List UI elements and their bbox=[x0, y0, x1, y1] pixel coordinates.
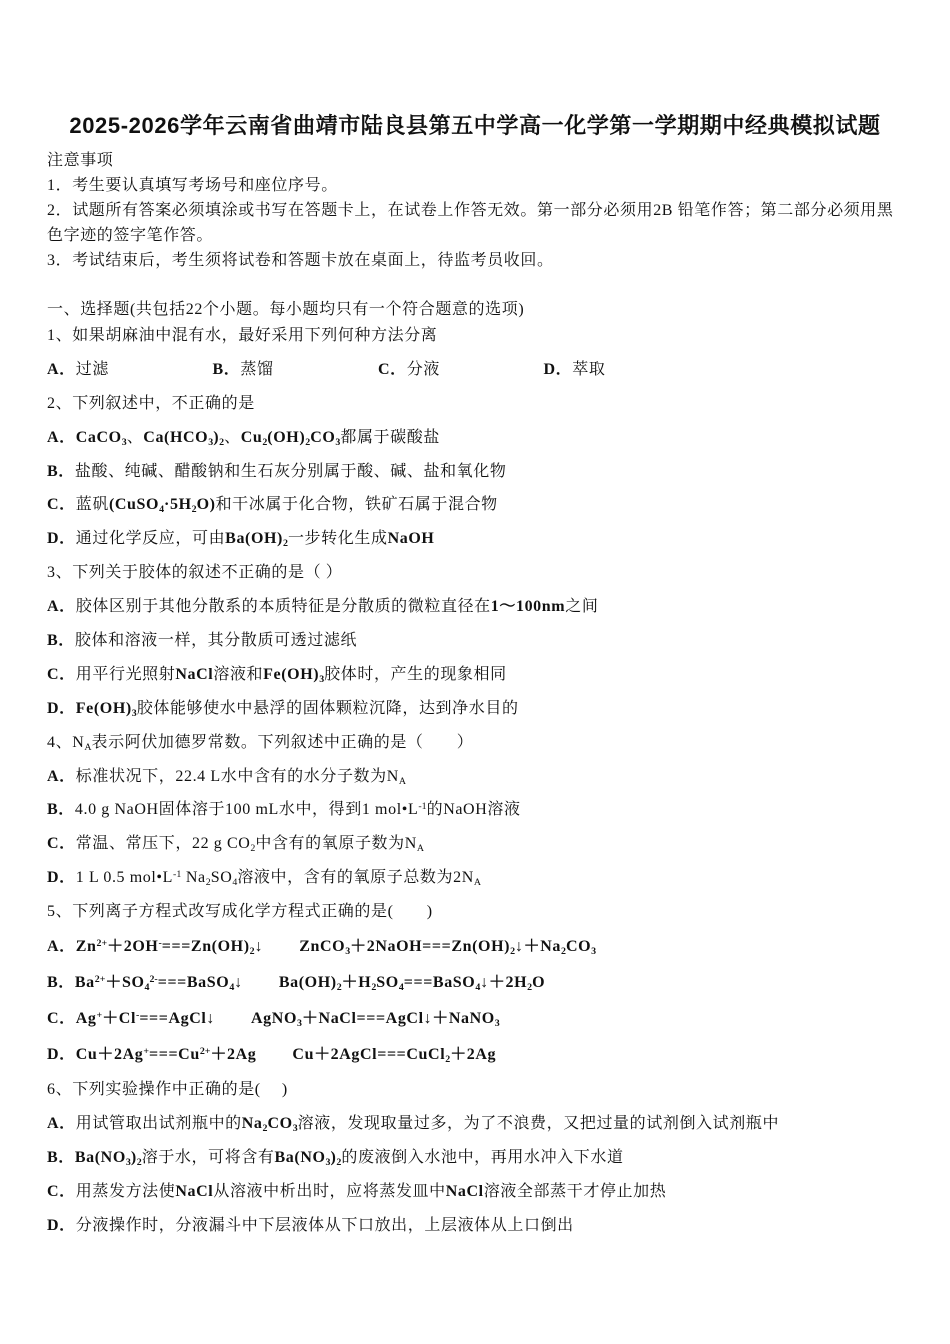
subscript: 3 bbox=[208, 436, 214, 448]
option-a bbox=[47, 760, 903, 794]
chemical-formula: NaCl bbox=[175, 1182, 214, 1200]
ionic-equation bbox=[75, 974, 243, 991]
subscript: 3 bbox=[125, 1156, 131, 1168]
chemical-formula: $Cu+2Ag^+===Cu^{2+}+2Ag$ bbox=[75, 1045, 257, 1064]
option-text: 标准状况下，22.4 L水中含有的水分子数为$N_A$ bbox=[75, 767, 407, 787]
option-d bbox=[47, 522, 903, 556]
notice-block bbox=[47, 148, 903, 273]
option-a bbox=[47, 1107, 903, 1141]
option-label: B． bbox=[47, 1148, 75, 1166]
chemical-formula: Ag+＋Cl-===AgCl↓ bbox=[75, 1009, 216, 1028]
question-stem: 3、下列关于胶体的叙述不正确的是（ ） bbox=[47, 564, 343, 582]
option-text: 胶体区别于其他分散系的本质特征是分散质的微粒直径在1～100nm之间 bbox=[75, 598, 599, 616]
section-heading: 一、选择题(共包括22个小题。每小题均只有一个符合题意的选项) bbox=[47, 301, 525, 318]
subscript: 3 bbox=[292, 1122, 298, 1134]
option-text: 1 L 0.5 $mol•L^{-1}$ $Na_2SO_4$溶液中，含有的氧原子总数为$2N_A$ bbox=[75, 868, 482, 889]
option-text: 4.0 g NaOH固体溶于100 mL水中，得到1 $mol•L^{-1}$的NaOH溶液 bbox=[74, 801, 521, 819]
option-label: C． bbox=[378, 360, 407, 378]
option-text: $Fe(OH)_3$胶体能够使水中悬浮的固体颗粒沉降，达到净水目的 bbox=[75, 699, 519, 719]
chemical-formula: $Ba(OH)_2+H_2SO_4===BaSO_4↓+2H_2O$ bbox=[278, 974, 546, 993]
chemical-formula: $Ba(NO_3)_2$ bbox=[274, 1148, 342, 1168]
option-c bbox=[47, 488, 903, 522]
option-label: B． bbox=[47, 462, 75, 480]
subscript: 2 bbox=[527, 982, 533, 993]
question-stem: 6、下列实验操作中正确的是( ) bbox=[47, 1081, 288, 1099]
option-b bbox=[47, 624, 903, 658]
option-d bbox=[47, 692, 903, 726]
ionic-equation bbox=[76, 1046, 257, 1063]
option-b bbox=[47, 965, 903, 1001]
subscript: 3 bbox=[131, 707, 137, 719]
subscript: 2 bbox=[445, 1054, 451, 1065]
subscript: 2 bbox=[336, 1156, 342, 1168]
superscript: -1 bbox=[173, 868, 182, 880]
superscript: - bbox=[136, 1009, 140, 1021]
subscript: 2 bbox=[219, 436, 225, 448]
option-a bbox=[47, 929, 903, 965]
subscript: 2 bbox=[305, 436, 311, 448]
option-label: B． bbox=[212, 360, 241, 378]
subscript: 3 bbox=[591, 946, 597, 957]
notice-line: 3．考试结束后，考生须将试卷和答题卡放在桌面上，待监考员收回。 bbox=[47, 252, 554, 269]
option-label: C． bbox=[47, 496, 76, 514]
page-title: 2025-2026学年云南省曲靖市陆良县第五中学高一化学第一学期期中经典模拟试题 bbox=[69, 113, 881, 138]
question-stem: 2、下列叙述中，不正确的是 bbox=[47, 394, 255, 412]
subscript: 3 bbox=[325, 1156, 331, 1168]
option-label: D． bbox=[543, 360, 573, 378]
subscript: 3 bbox=[297, 1018, 302, 1029]
chemical-formula: $Fe(OH)_3$ bbox=[263, 665, 325, 685]
chemical-formula: $(CuSO_4\cdot 5H_2O)$ bbox=[108, 496, 216, 516]
subscript: 2 bbox=[336, 982, 342, 993]
option-text: 过滤 bbox=[75, 360, 109, 378]
option-label: D． bbox=[47, 699, 76, 717]
question-2 bbox=[47, 387, 903, 556]
option-label: A． bbox=[47, 938, 76, 956]
superscript: -1 bbox=[418, 801, 427, 813]
subscript: 2 bbox=[510, 946, 516, 957]
option-text: 萃取 bbox=[572, 360, 606, 378]
subscript: 4 bbox=[232, 877, 238, 889]
chemical-formula: $Ba(OH)_2$ bbox=[225, 530, 288, 550]
option-text: 分液 bbox=[406, 360, 440, 378]
subscript: 4 bbox=[475, 982, 481, 993]
option-text: 胶体和溶液一样，其分散质可透过滤纸 bbox=[74, 632, 358, 650]
option-text: 分液操作时，分液漏斗中下层液体从下口放出，上层液体从上口倒出 bbox=[75, 1216, 574, 1234]
option-b bbox=[47, 1141, 903, 1175]
notice-line: 色字迹的签字笔作答。 bbox=[47, 227, 214, 244]
option-label: B． bbox=[47, 632, 75, 650]
question-stem: 4、$N_A$表示阿伏加德罗常数。下列叙述中正确的是（ ） bbox=[47, 733, 474, 753]
subscript: 3 bbox=[121, 436, 127, 448]
chemical-formula: $Na_2CO_3$ bbox=[241, 1114, 298, 1134]
option-d bbox=[544, 353, 710, 387]
subscript: 2 bbox=[560, 946, 566, 957]
option-b bbox=[47, 793, 903, 827]
option-a bbox=[47, 590, 903, 624]
chemical-formula: $Fe(OH)_3$ bbox=[75, 699, 137, 719]
question-4 bbox=[47, 726, 903, 895]
superscript: 2- bbox=[149, 973, 158, 985]
option-text: 蒸馏 bbox=[240, 360, 274, 378]
question-stem: 5、下列离子方程式改写成化学方程式正确的是( ) bbox=[47, 903, 433, 921]
ionic-equation bbox=[76, 1010, 215, 1027]
chemical-formula: $Ca(HCO_3)_2$ bbox=[143, 428, 225, 448]
option-text: 常温、常压下，22 g $CO_2$中含有的氧原子数为$N_A$ bbox=[75, 835, 425, 855]
subscript: 2 bbox=[249, 946, 255, 957]
subscript: A bbox=[416, 843, 425, 855]
subscript: 4 bbox=[159, 504, 165, 516]
subscript: 2 bbox=[371, 982, 377, 993]
option-label: A． bbox=[47, 360, 76, 378]
superscript: 2+ bbox=[94, 973, 106, 985]
chemical-formula: Cu＋2AgCl===CuCl$_2$＋2Ag bbox=[292, 1046, 497, 1065]
notice-line: 1．考生要认真填写考场号和座位序号。 bbox=[47, 177, 338, 194]
notice-heading: 注意事项 bbox=[47, 152, 114, 169]
option-label: D． bbox=[47, 869, 76, 887]
option-label: A． bbox=[47, 598, 76, 616]
option-text: CaCO$_3$、$Ca(HCO_3)_2$、$Cu_2(OH)_2CO_3$都属于碳酸盐 bbox=[75, 428, 440, 448]
option-d bbox=[47, 1037, 903, 1073]
option-c bbox=[47, 827, 903, 861]
question-6 bbox=[47, 1073, 903, 1242]
option-label: A． bbox=[47, 1114, 76, 1132]
chemical-equation bbox=[279, 974, 545, 991]
subscript: A bbox=[473, 877, 482, 889]
option-label: C． bbox=[47, 835, 76, 853]
option-d bbox=[47, 1209, 903, 1243]
option-c bbox=[47, 1175, 903, 1209]
subscript: 3 bbox=[319, 673, 325, 685]
subscript: 2 bbox=[262, 436, 268, 448]
question-stem: 1、如果胡麻油中混有水，最好采用下列何种方法分离 bbox=[47, 327, 438, 344]
superscript: 2+ bbox=[96, 937, 108, 949]
subscript: 2 bbox=[205, 877, 211, 889]
subscript: 4 bbox=[229, 982, 235, 993]
chemical-formula: $Cu_2(OH)_2CO_3$ bbox=[240, 428, 341, 448]
option-a bbox=[47, 353, 213, 387]
subscript: 3 bbox=[335, 436, 341, 448]
option-text: 用蒸发方法使NaCl从溶液中析出时，应将蒸发皿中NaCl溶液全部蒸干才停止加热 bbox=[75, 1182, 667, 1200]
subscript: 2 bbox=[262, 1122, 268, 1134]
chemical-equation bbox=[299, 938, 596, 955]
option-label: D． bbox=[47, 1216, 76, 1234]
chemical-formula: NaCl bbox=[445, 1182, 484, 1200]
option-label: B． bbox=[47, 801, 75, 819]
chemical-formula: $ZnCO_3+2NaOH===Zn(OH)_2↓+Na_2CO_3$ bbox=[299, 938, 597, 957]
option-label: A． bbox=[47, 428, 76, 446]
options-row bbox=[47, 353, 903, 387]
option-label: C． bbox=[47, 1182, 76, 1200]
option-label: B． bbox=[47, 974, 75, 992]
option-label: D． bbox=[47, 530, 76, 548]
option-label: D． bbox=[47, 1046, 76, 1064]
chemical-formula: CaCO$_3$ bbox=[75, 428, 127, 448]
chemical-formula: NaCl bbox=[175, 665, 214, 683]
question-1 bbox=[47, 319, 903, 387]
option-label: A． bbox=[47, 767, 76, 785]
chemical-formula: $Ba^{2+}+SO_4^{2-}===BaSO_4↓$ bbox=[74, 973, 243, 993]
subscript: A bbox=[84, 741, 92, 753]
chemical-formula: $Ba(NO_3)_2$ bbox=[74, 1148, 142, 1168]
chemical-equation bbox=[292, 1046, 496, 1063]
option-text: 通过化学反应，可由$Ba(OH)_2$一步转化生成NaOH bbox=[75, 530, 435, 550]
option-b bbox=[213, 353, 379, 387]
subscript: 2 bbox=[191, 504, 197, 516]
subscript: 2 bbox=[283, 538, 288, 550]
subscript: 4 bbox=[144, 982, 150, 993]
subscript: A bbox=[398, 775, 407, 787]
notice-line: 2．试题所有答案必须填涂或书写在答题卡上，在试卷上作答无效。第一部分必须用2B 铅笔作答；第二部分必须用黑 bbox=[47, 202, 894, 219]
option-c bbox=[47, 658, 903, 692]
chemical-equation bbox=[251, 1010, 500, 1027]
option-text: 盐酸、纯碱、醋酸钠和生石灰分别属于酸、碱、盐和氧化物 bbox=[74, 462, 507, 480]
subscript: 3 bbox=[494, 1018, 500, 1029]
option-text: 用试管取出试剂瓶中的$Na_2CO_3$溶液，发现取量过多，为了不浪费，又把过量的试剂倒入试剂瓶中 bbox=[75, 1114, 780, 1134]
chemical-formula: $Zn^{2+}+2OH^-===Zn(OH)_2↓$ bbox=[75, 937, 264, 957]
chemical-formula: 1～100nm bbox=[490, 598, 566, 616]
option-d bbox=[47, 861, 903, 895]
subscript: 4 bbox=[398, 982, 404, 993]
option-text: 蓝矾$(CuSO_4\cdot 5H_2O)$和干冰属于化合物，铁矿石属于混合物 bbox=[75, 496, 498, 516]
subscript: 2 bbox=[250, 843, 256, 855]
question-3 bbox=[47, 556, 903, 725]
question-5 bbox=[47, 895, 903, 1073]
ionic-equation bbox=[76, 938, 263, 955]
option-c bbox=[378, 353, 544, 387]
option-label: C． bbox=[47, 665, 76, 683]
subscript: 2 bbox=[136, 1156, 142, 1168]
superscript: - bbox=[158, 937, 162, 949]
option-c bbox=[47, 1001, 903, 1037]
option-b bbox=[47, 455, 903, 489]
chemical-formula: AgNO$_3$＋NaCl===AgCl↓＋NaNO$_3$ bbox=[251, 1010, 500, 1029]
superscript: 2+ bbox=[199, 1045, 211, 1057]
superscript: + bbox=[96, 1009, 103, 1021]
option-a bbox=[47, 421, 903, 455]
option-text: $Ba(NO_3)_2$溶于水，可将含有$Ba(NO_3)_2$的废液倒入水池中，再用水冲入下水道 bbox=[74, 1148, 624, 1168]
chemical-formula: NaOH bbox=[387, 530, 435, 548]
subscript: 3 bbox=[345, 946, 351, 957]
superscript: + bbox=[143, 1045, 150, 1057]
option-text: 用平行光照射NaCl溶液和$Fe(OH)_3$胶体时，产生的现象相同 bbox=[75, 665, 507, 685]
option-label: C． bbox=[47, 1010, 76, 1028]
